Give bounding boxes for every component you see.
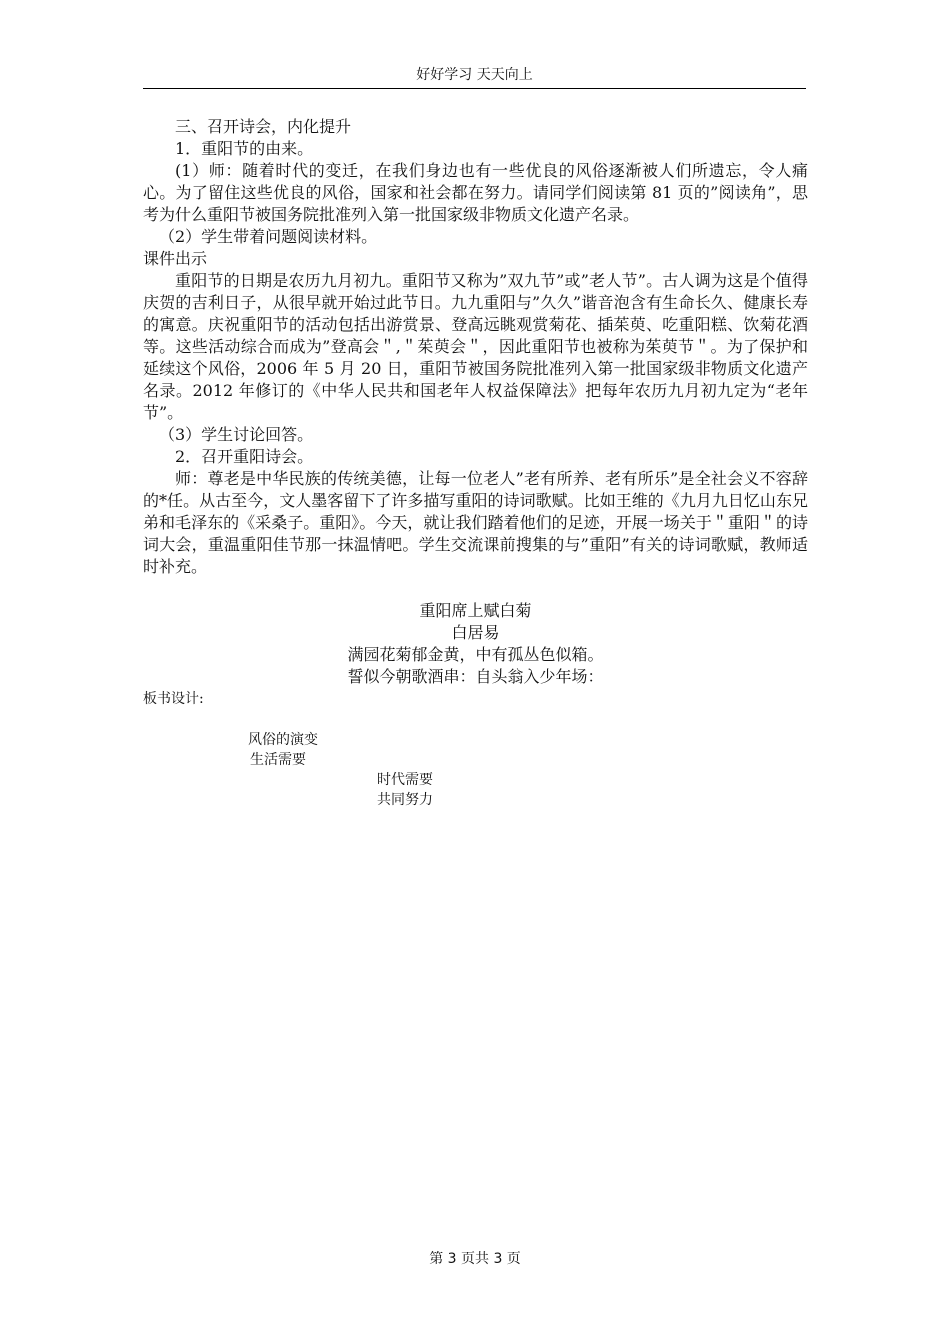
- poem-title: 重阳席上赋白菊: [419, 601, 532, 620]
- poem-line: 满园花菊郁金黄，中有孤丛色似箱。: [347, 645, 604, 664]
- board-design: [143, 710, 808, 820]
- courseware-label: 课件出示: [143, 249, 208, 268]
- board-item: 共同努力: [377, 792, 433, 808]
- board-item: 时代需要: [377, 772, 433, 788]
- poem-block: [143, 600, 808, 688]
- paragraph-student-discussion: （3）学生讨论回答。: [159, 425, 314, 444]
- item2-heading: 2．召开重阳诗会。: [175, 447, 314, 466]
- document-body: [143, 116, 808, 820]
- board-design-title: 板书设计:: [143, 691, 204, 707]
- board-item: 生活需要: [250, 752, 306, 768]
- poem-author: 白居易: [451, 623, 500, 642]
- item1-heading: 1．重阳节的由来。: [175, 139, 314, 158]
- paragraph-student-reading: （2）学生带着问题阅读材料。: [159, 227, 378, 246]
- page-footer: 第 3 页共 3 页: [429, 1251, 521, 1267]
- page-header: 好好学习 天天向上: [143, 62, 806, 89]
- section-heading: 三、召开诗会，内化提升: [175, 117, 352, 136]
- poem-line: 誓似今朝歌酒串：自头翁入少年场：: [347, 667, 604, 686]
- paragraph-poetry-meeting: 师：尊老是中华民族的传统美德，让每一位老人”老有所养、老有所乐”是全社会义不容辞的*任。从古至今，文人墨客留下了许多描写重阳的诗词歌赋。比如王维的《九月九日忆山东兄弟和毛泽东的《采桑子。重阳》。今天，就让我们踏着他们的足迹，开展一场关于＂重阳＂的诗词大会，重温重阳佳节那一抹温情吧。学生交流课前搜集的与”重阳”有关的诗词歌赋，教师适时补充。: [143, 469, 808, 576]
- board-item: 风俗的演变: [248, 732, 318, 748]
- paragraph-courseware: 重阳节的日期是农历九月初九。重阳节又称为”双九节”或”老人节”。古人调为这是个值得庆贺的吉利日子，从很早就开始过此节日。九九重阳与”久久”谐音泡含有生命长久、健康长寿的寓意。庆祝重阳节的活动包括出游赏景、登高远眺观赏菊花、插茱萸、吃重阳糕、饮菊花酒等。这些活动综合而成为”登高会＂,＂茱萸会＂，因此重阳节也被称为茱萸节＂。为了保护和延续这个风俗，2006 年 5 月 20 日，重阳节被国务院批准列入第一批国家级非物质文化遗产名录。2012 年修订的《中华人民共和国老年人权益保障法》把每年农历九月初九定为“老年节”。: [143, 271, 808, 422]
- paragraph-teacher-intro: (1）师：随着时代的变迁，在我们身边也有一些优良的风俗逐渐被人们所遗忘，令人痛心。为了留住这些优良的风俗，国家和社会都在努力。请同学们阅读第 81 页的”阅读角”，思考为什么重阳节被国务院批准列入第一批国家级非物质文化遗产名录。: [143, 161, 808, 224]
